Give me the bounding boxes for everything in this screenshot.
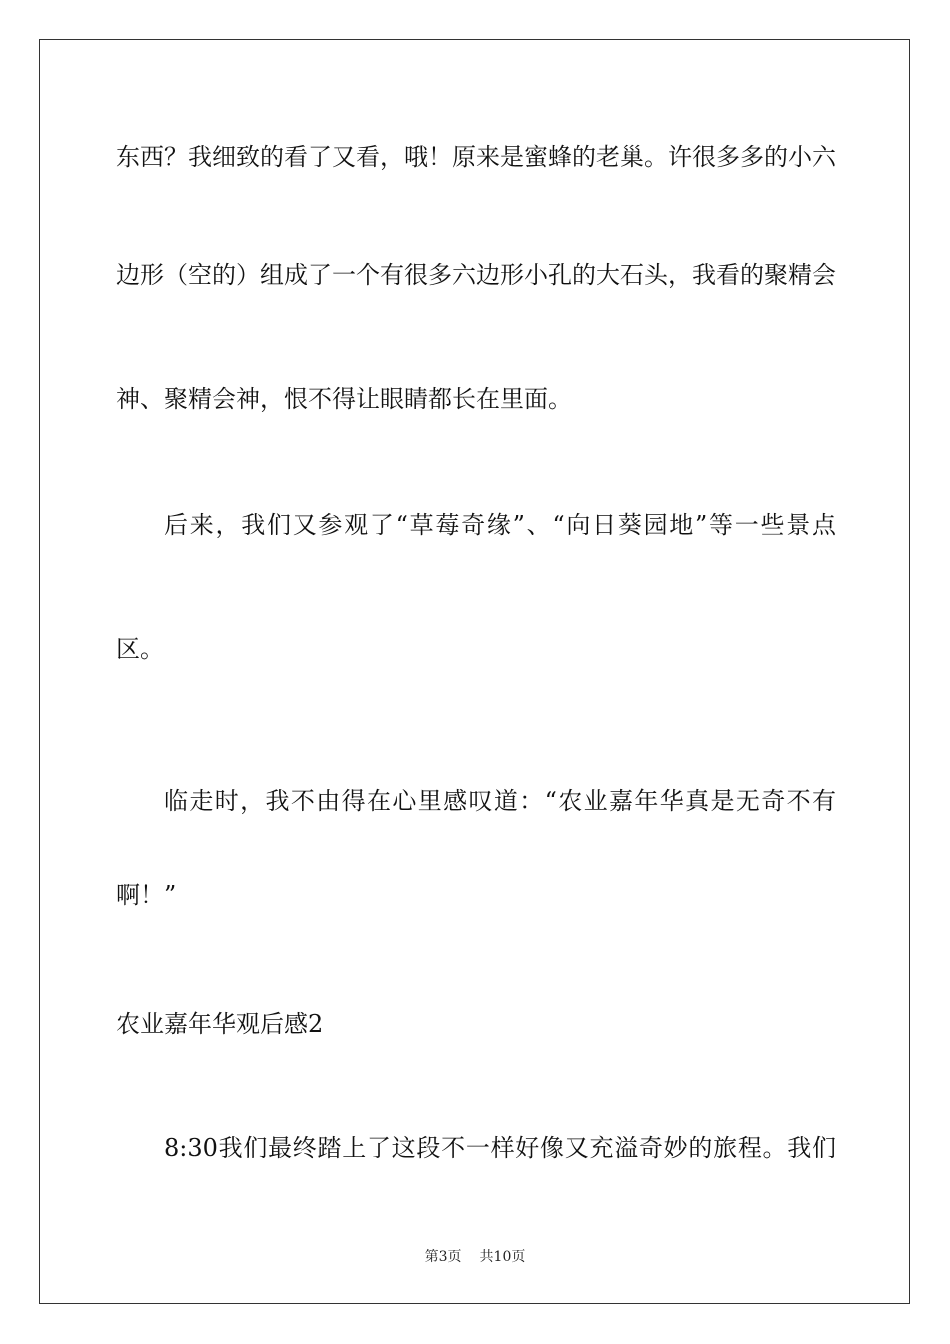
page-number: 第3页	[424, 1249, 462, 1265]
paragraph-line: 东西？我细致的看了又看，哦！原来是蜜蜂的老巢。许很多多的小六	[116, 143, 836, 171]
page-border	[39, 39, 910, 1304]
section-heading: 农业嘉年华观后感2	[116, 1010, 324, 1038]
paragraph-line: 临走时，我不由得在心里感叹道：“农业嘉年华真是无奇不有	[164, 787, 836, 815]
paragraph-line: 神、聚精会神，恨不得让眼睛都长在里面。	[116, 385, 572, 413]
page-footer	[0, 1248, 950, 1266]
paragraph-line: 边形（空的）组成了一个有很多六边形小孔的大石头，我看的聚精会	[116, 261, 836, 289]
paragraph-line: 后来，我们又参观了“草莓奇缘”、“向日葵园地”等一些景点	[164, 511, 836, 539]
paragraph-line: 区。	[116, 635, 164, 663]
paragraph-line: 8:30我们最终踏上了这段不一样好像又充溢奇妙的旅程。我们	[164, 1134, 836, 1162]
paragraph-line: 啊！”	[116, 881, 177, 909]
page-total: 共10页	[479, 1249, 526, 1265]
